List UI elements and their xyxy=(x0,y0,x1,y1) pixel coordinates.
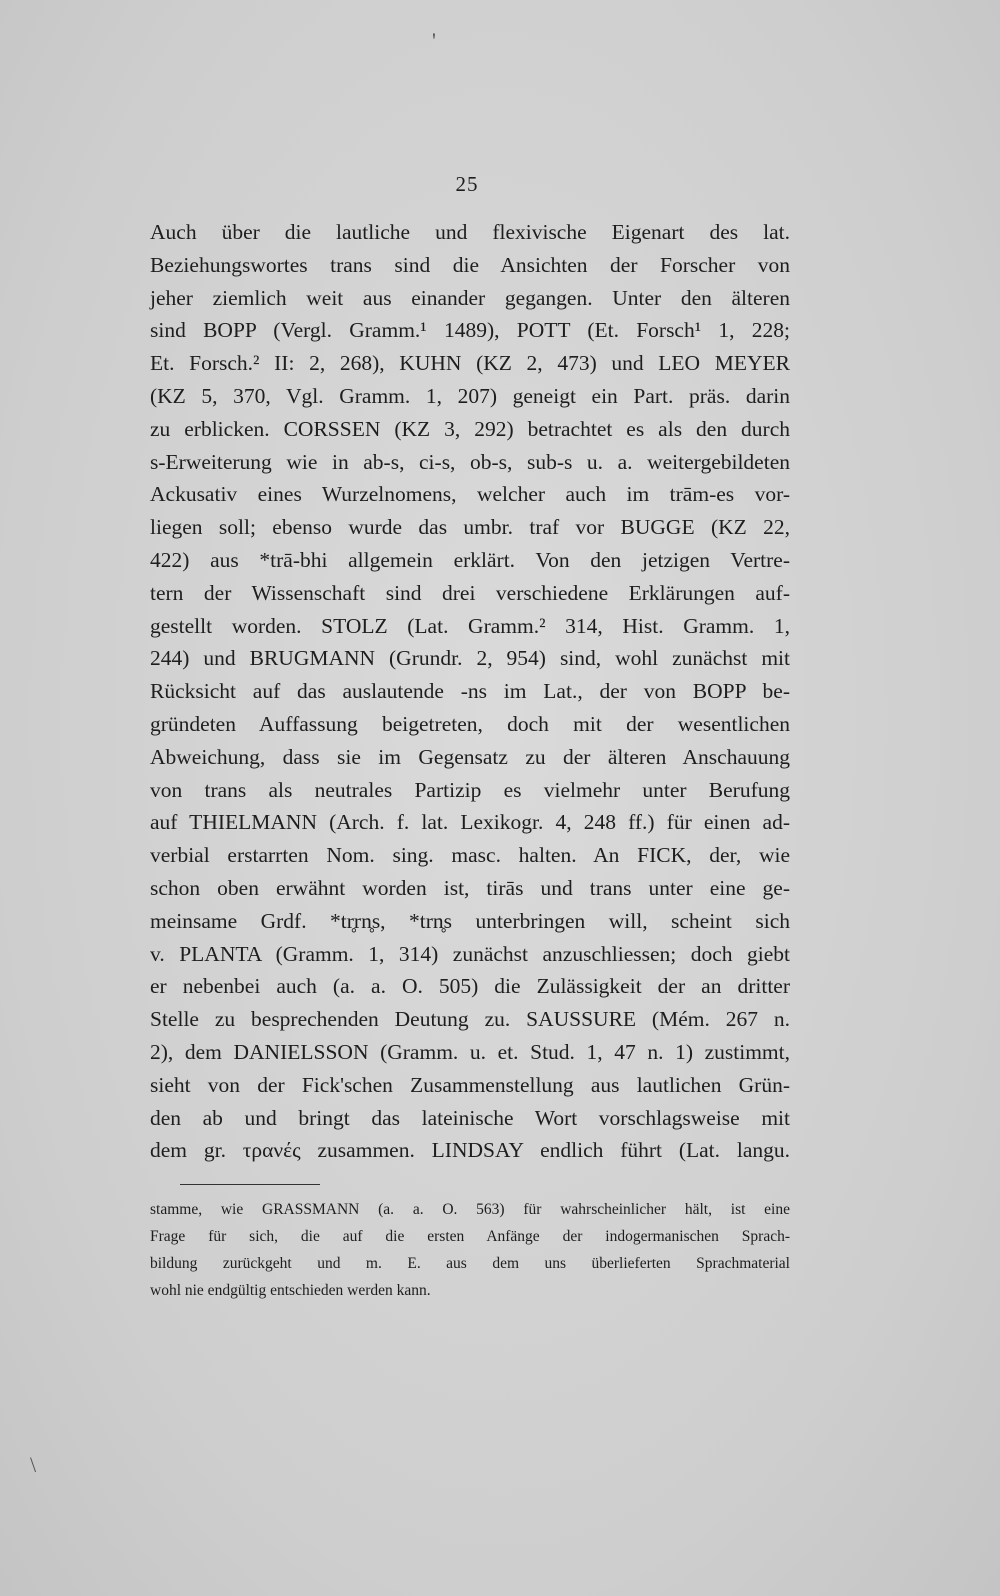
body-line: von trans als neutrales Partizip es vielmehr unter Berufung xyxy=(150,777,790,802)
body-line: schon oben erwähnt worden ist, tirās und trans unter eine ge- xyxy=(150,875,790,900)
footnote-separator xyxy=(180,1184,320,1185)
body-line: Abweichung, dass sie im Gegensatz zu der älteren Anschauung xyxy=(150,744,790,769)
body-line: er nebenbei auch (a. a. O. 505) die Zulässigkeit der an dritter xyxy=(150,974,790,999)
body-line: liegen soll; ebenso wurde das umbr. traf vor BUGGE (KZ 22, xyxy=(150,515,790,540)
scan-speck: ' xyxy=(432,28,436,53)
footnote xyxy=(150,1196,790,1304)
body-line: Auch über die lautliche und flexivische Eigenart des lat. xyxy=(150,220,790,244)
body-line: meinsame Grdf. *tr̥rn̥s, *trn̥s unterbringen will, scheint sich xyxy=(150,908,790,933)
body-line: verbial erstarrten Nom. sing. masc. halten. An FICK, der, wie xyxy=(150,843,790,868)
body-line: Ackusativ eines Wurzelnomens, welcher auch im trām-es vor- xyxy=(150,482,790,507)
body-line: gestellt worden. STOLZ (Lat. Gramm.² 314, Hist. Gramm. 1, xyxy=(150,613,790,638)
body-text xyxy=(150,216,790,1167)
body-line: 244) und BRUGMANN (Grundr. 2, 954) sind, wohl zunächst mit xyxy=(150,646,790,671)
body-line: Rücksicht auf das auslautende -ns im Lat., der von BOPP be- xyxy=(150,679,790,704)
footnote-line: Frage für sich, die auf die ersten Anfänge der indogermanischen Sprach- xyxy=(150,1228,790,1245)
body-line: gründeten Auffassung beigetreten, doch mit der wesentlichen xyxy=(150,711,790,736)
footnote-line: bildung zurückgeht und m. E. aus dem uns überlieferten Sprachmaterial xyxy=(150,1255,790,1272)
body-line: 2), dem DANIELSSON (Gramm. u. et. Stud. 1, 47 n. 1) zustimmt, xyxy=(150,1039,790,1064)
body-line: auf THIELMANN (Arch. f. lat. Lexikogr. 4, 248 ff.) für einen ad- xyxy=(150,810,790,835)
page-number: 25 xyxy=(455,172,479,196)
body-line: Stelle zu besprechenden Deutung zu. SAUSSURE (Mém. 267 n. xyxy=(150,1007,790,1032)
footnote-line: wohl nie endgültig entschieden werden kann. xyxy=(150,1282,431,1299)
body-line: jeher ziemlich weit aus einander gegangen. Unter den älteren xyxy=(150,285,790,310)
body-line: Et. Forsch.² II: 2, 268), KUHN (KZ 2, 473) und LEO MEYER xyxy=(150,351,790,376)
body-line: Beziehungswortes trans sind die Ansichten der Forscher von xyxy=(150,252,790,277)
body-line: zu erblicken. CORSSEN (KZ 3, 292) betrachtet es als den durch xyxy=(150,416,790,441)
body-line: dem gr. τρανές zusammen. LINDSAY endlich führt (Lat. langu. xyxy=(150,1138,790,1163)
body-line: sind BOPP (Vergl. Gramm.¹ 1489), POTT (Et. Forsch¹ 1, 228; xyxy=(150,318,790,343)
body-line: 422) aus *trā-bhi allgemein erklärt. Von den jetzigen Vertre- xyxy=(150,547,790,572)
body-line: v. PLANTA (Gramm. 1, 314) zunächst anzuschliessen; doch giebt xyxy=(150,941,790,966)
body-line: s-Erweiterung wie in ab-s, ci-s, ob-s, sub-s u. a. weitergebildeten xyxy=(150,449,790,474)
body-line: den ab und bringt das lateinische Wort vorschlagsweise mit xyxy=(150,1105,790,1130)
body-line: sieht von der Fick'schen Zusammenstellung aus lautlichen Grün- xyxy=(150,1072,790,1097)
body-line: (KZ 5, 370, Vgl. Gramm. 1, 207) geneigt ein Part. präs. darin xyxy=(150,383,790,408)
footnote-line: stamme, wie GRASSMANN (a. a. O. 563) für wahrscheinlicher hält, ist eine xyxy=(150,1201,790,1218)
scan-speck: \ xyxy=(30,1452,37,1477)
body-line: tern der Wissenschaft sind drei verschiedene Erklärungen auf- xyxy=(150,580,790,605)
